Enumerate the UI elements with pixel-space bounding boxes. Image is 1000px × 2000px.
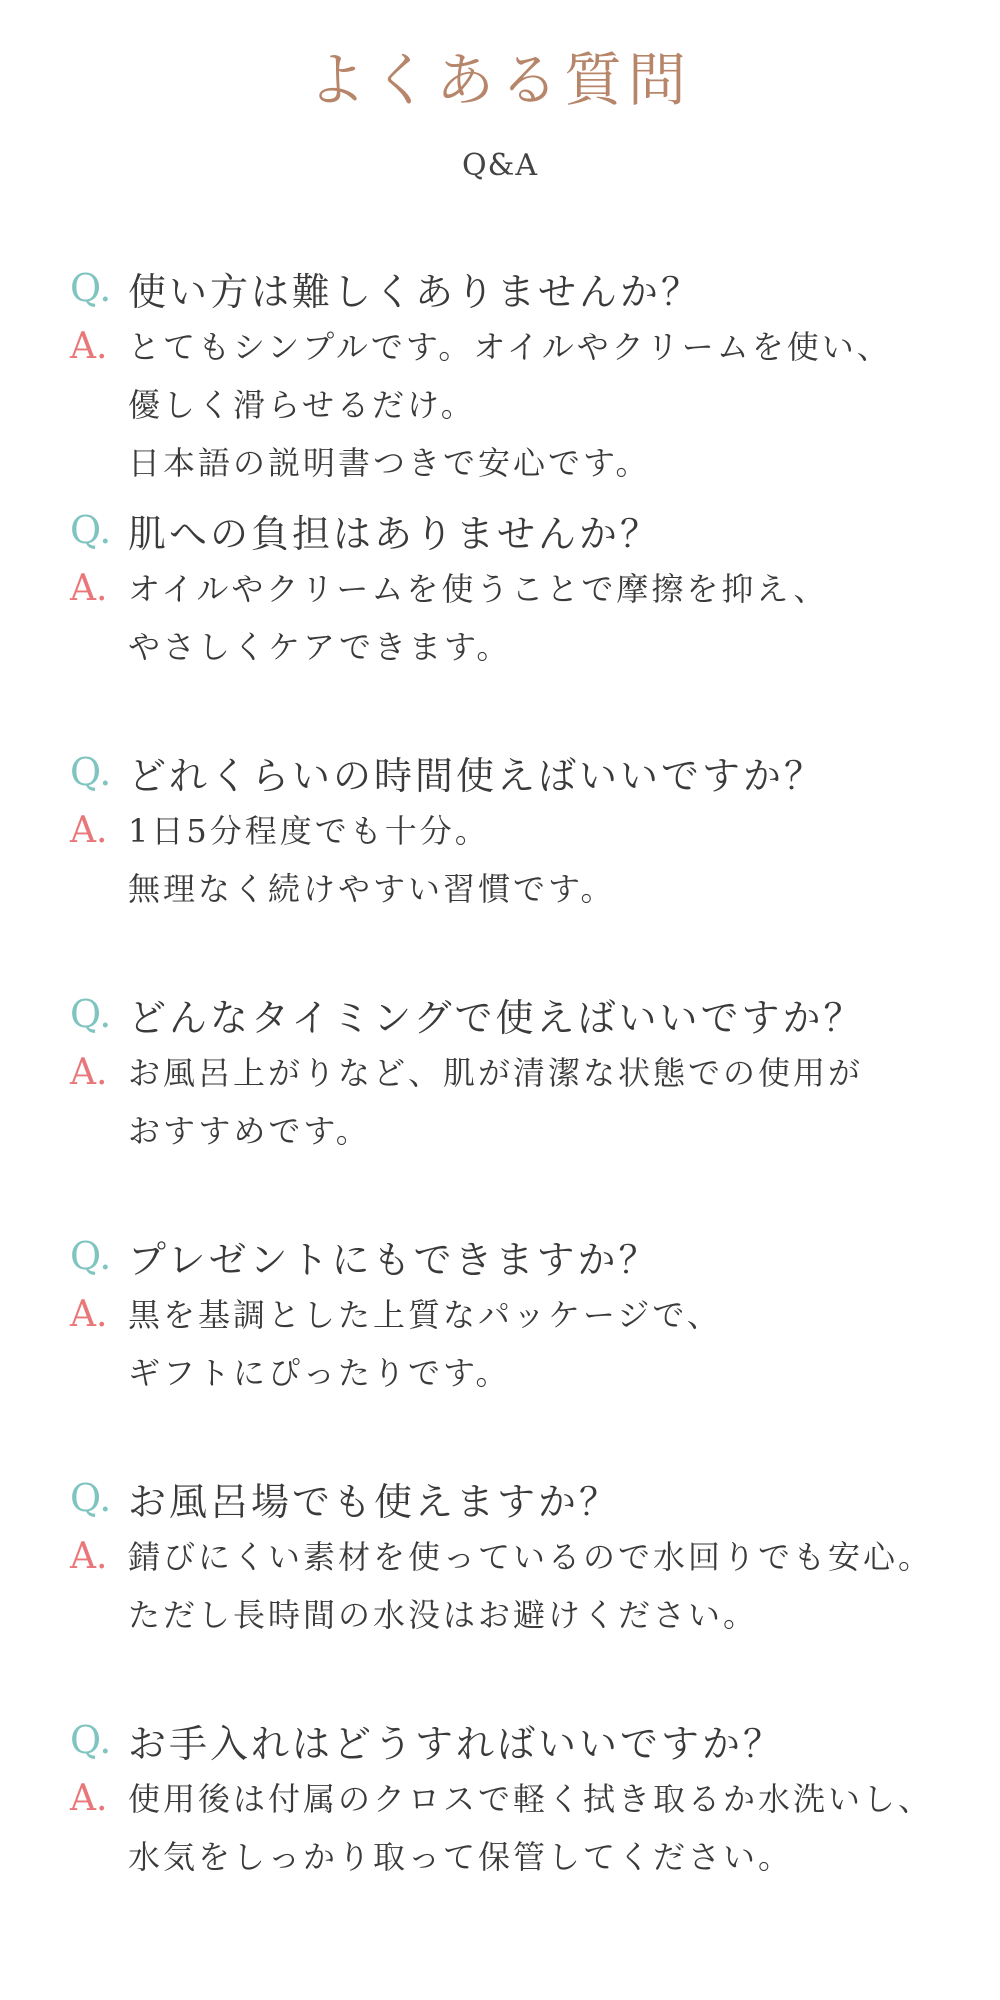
answer-text — [128, 1528, 933, 1644]
answer-line: お風呂上がりなど、肌が清潔な状態での使用が — [128, 1054, 864, 1092]
answer-text — [128, 802, 615, 918]
answer-line: 日本語の説明書つきで安心です。 — [128, 444, 651, 482]
answer-marker: A. — [70, 326, 108, 367]
question-text: お手入れはどうすればいいですか？ — [128, 1721, 785, 1766]
question-marker: Q. — [70, 1476, 112, 1520]
faq-item — [70, 742, 970, 984]
answer-line: 錆びにくい素材を使っているので水回りでも安心。 — [128, 1538, 934, 1576]
question-marker: Q. — [70, 508, 112, 552]
question-marker: Q. — [70, 1718, 112, 1762]
answer-line: 黒を基調とした上質なパッケージで、 — [128, 1296, 722, 1334]
faq-item — [70, 1468, 970, 1710]
answer-text — [128, 560, 828, 676]
answer-line: 無理なく続けやすい習慣です。 — [128, 870, 616, 908]
question-text: プレゼントにもできますか？ — [128, 1237, 660, 1282]
answer-line: ただし長時間の水没はお避けください。 — [128, 1596, 759, 1634]
question-marker: Q. — [70, 266, 112, 310]
question-row — [70, 1468, 970, 1528]
page-subtitle: Q&A — [462, 148, 538, 183]
answer-marker: A. — [70, 568, 108, 609]
question-text: どんなタイミングで使えばいいですか？ — [128, 995, 865, 1040]
faq-item — [70, 984, 970, 1226]
answer-marker: A. — [70, 1536, 108, 1577]
question-row — [70, 1226, 970, 1286]
answer-marker: A. — [70, 1294, 108, 1335]
answer-marker: A. — [70, 810, 108, 851]
answer-text — [128, 1286, 722, 1402]
question-row — [70, 984, 970, 1044]
answer-line: やさしくケアできます。 — [128, 628, 512, 666]
answer-row — [70, 1528, 970, 1644]
question-text: どれくらいの時間使えばいいですか？ — [128, 753, 826, 798]
answer-text — [128, 1044, 863, 1160]
question-marker: Q. — [70, 750, 112, 794]
answer-row — [70, 560, 970, 676]
answer-line: 使用後は付属のクロスで軽く拭き取るか水洗いし、 — [128, 1780, 934, 1818]
faq-list — [70, 258, 970, 1952]
answer-line: おすすめです。 — [128, 1112, 371, 1150]
page-title: よくある質問 — [307, 46, 692, 114]
faq-item — [70, 258, 970, 500]
answer-marker: A. — [70, 1778, 108, 1819]
answer-row — [70, 1286, 970, 1402]
answer-line: とてもシンプルです。オイルやクリームを使い、 — [128, 328, 892, 366]
answer-text — [128, 318, 892, 492]
answer-row — [70, 318, 970, 492]
answer-line: 優しく滑らせるだけ。 — [128, 386, 476, 424]
question-row — [70, 500, 970, 560]
question-row — [70, 258, 970, 318]
answer-line: 1日5分程度でも十分。 — [128, 812, 490, 850]
answer-line: オイルやクリームを使うことで摩擦を抑え、 — [128, 570, 829, 608]
answer-line: 水気をしっかり取って保管してください。 — [128, 1838, 794, 1876]
question-marker: Q. — [70, 992, 112, 1036]
answer-marker: A. — [70, 1052, 108, 1093]
faq-item — [70, 1710, 970, 1952]
faq-item — [70, 500, 970, 742]
answer-row — [70, 802, 970, 918]
question-text: お風呂場でも使えますか？ — [128, 1479, 621, 1524]
question-row — [70, 1710, 970, 1770]
answer-row — [70, 1770, 970, 1886]
faq-item — [70, 1226, 970, 1468]
answer-row — [70, 1044, 970, 1160]
question-text: 肌への負担はありませんか？ — [128, 511, 662, 556]
answer-line: ギフトにぴったりです。 — [128, 1354, 511, 1392]
answer-text — [128, 1770, 933, 1886]
question-row — [70, 742, 970, 802]
question-text: 使い方は難しくありませんか？ — [128, 269, 703, 314]
question-marker: Q. — [70, 1234, 112, 1278]
